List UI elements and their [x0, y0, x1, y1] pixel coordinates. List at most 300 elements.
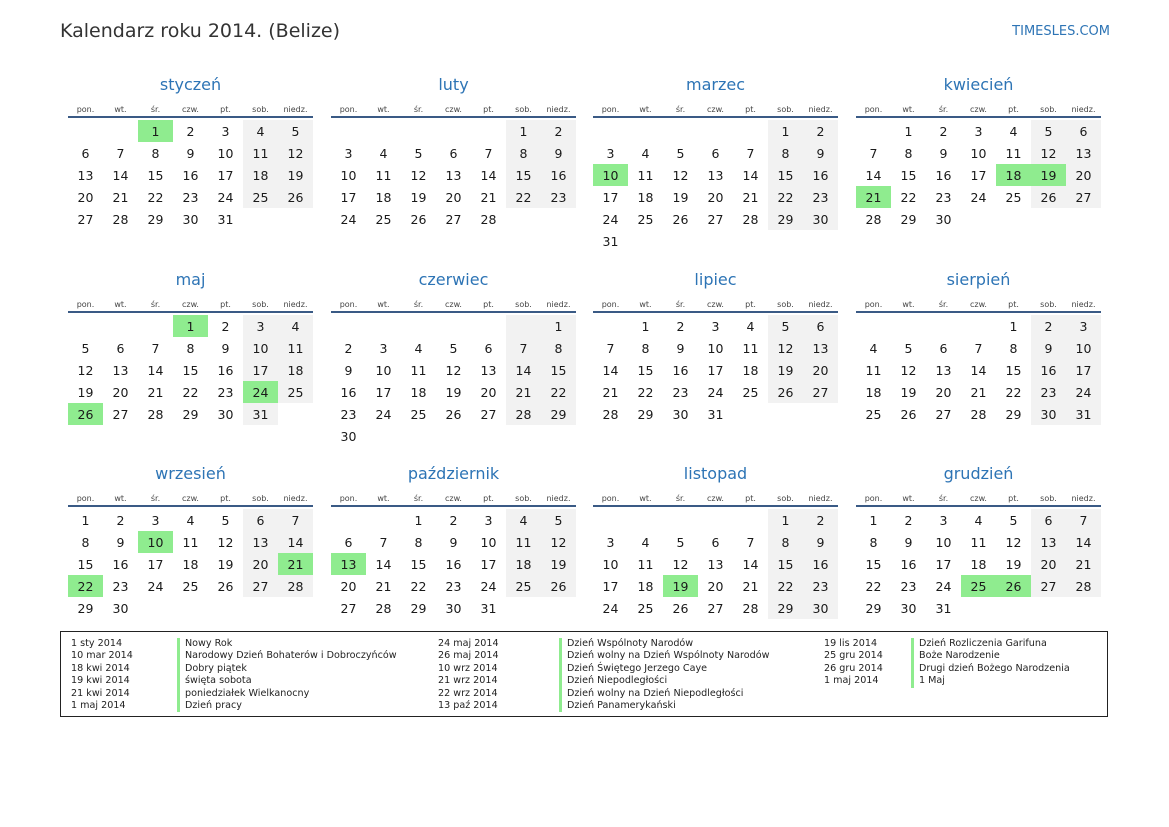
day-cell: 21	[1066, 553, 1101, 575]
weekday-label: wt.	[377, 105, 390, 114]
weekday-label: sob.	[515, 105, 532, 114]
day-cell: 5	[449, 340, 458, 356]
weekday-label: wt.	[902, 105, 915, 114]
empty-cell	[856, 315, 891, 337]
day-cell: 27	[707, 211, 724, 227]
empty-cell	[471, 120, 506, 142]
day-cell: 6	[711, 534, 720, 550]
weekday-label: czw.	[445, 105, 462, 114]
day-cell: 13	[77, 167, 94, 183]
day-cell: 31	[935, 600, 952, 616]
holiday-name: Drugi dzień Bożego Narodzenia	[911, 663, 1070, 675]
day-grid	[856, 315, 1101, 425]
day-cell: 12	[77, 362, 94, 378]
day-cell: 17	[480, 556, 497, 572]
day-cell: 19	[445, 384, 462, 400]
holiday-date: 24 maj 2014	[438, 638, 499, 649]
empty-cell	[366, 425, 401, 447]
empty-cell	[173, 597, 208, 619]
day-cell: 15	[1005, 362, 1022, 378]
day-cell: 15	[182, 362, 199, 378]
day-cell: 6	[81, 145, 90, 161]
empty-cell	[278, 403, 313, 425]
day-cell: 4	[1009, 123, 1018, 139]
day-cell: 3	[221, 123, 230, 139]
day-cell: 18	[375, 189, 392, 205]
day-cell: 1	[904, 123, 913, 139]
day-cell: 8	[869, 534, 878, 550]
holiday-row	[71, 700, 397, 712]
day-cell: 19	[278, 164, 313, 186]
day-cell: 19	[1005, 556, 1022, 572]
day-cell: 12	[278, 142, 313, 164]
weekday-label: niedz.	[283, 300, 308, 309]
day-cell: 17	[375, 384, 392, 400]
weekday-label: śr.	[938, 494, 949, 503]
day-cell: 26	[672, 600, 689, 616]
day-cell: 17	[217, 167, 234, 183]
empty-cell	[663, 509, 698, 531]
day-cell: 13	[707, 167, 724, 183]
day-cell: 20	[707, 578, 724, 594]
day-cell: 30	[340, 428, 357, 444]
day-cell: 9	[1031, 337, 1066, 359]
holiday-date: 22 wrz 2014	[438, 687, 498, 699]
empty-cell	[628, 509, 663, 531]
month-8	[856, 269, 1101, 425]
day-cell: 26	[445, 406, 462, 422]
day-cell: 11	[970, 534, 987, 550]
empty-cell	[401, 120, 436, 142]
month-name: maj	[175, 270, 206, 289]
weekday-label: niedz.	[808, 300, 833, 309]
day-cell: 12	[768, 337, 803, 359]
month-name: październik	[407, 464, 500, 483]
empty-cell	[541, 597, 576, 619]
day-cell: 29	[1005, 406, 1022, 422]
day-cell: 12	[445, 362, 462, 378]
weekday-label: pt.	[745, 105, 756, 114]
weekday-label: pon.	[339, 494, 358, 503]
day-cell: 22	[541, 381, 576, 403]
day-cell: 23	[900, 578, 917, 594]
weekday-label: niedz.	[283, 494, 308, 503]
day-cell: 26	[1031, 186, 1066, 208]
weekday-label: wt.	[377, 494, 390, 503]
month-name: lipiec	[694, 270, 737, 289]
day-cell: 27	[445, 211, 462, 227]
holiday-name: Nowy Rok	[177, 638, 232, 650]
day-cell: 13	[480, 362, 497, 378]
day-cell: 25	[278, 381, 313, 403]
day-grid	[68, 120, 313, 230]
day-cell: 11	[410, 362, 427, 378]
day-cell: 2	[344, 340, 353, 356]
day-cell: 11	[182, 534, 199, 550]
empty-cell	[243, 208, 278, 230]
day-cell: 12	[900, 362, 917, 378]
weekday-label: czw.	[970, 494, 987, 503]
day-cell: 8	[768, 142, 803, 164]
day-cell: 29	[182, 406, 199, 422]
weekday-label: śr.	[413, 105, 424, 114]
day-cell: 10	[138, 531, 173, 553]
weekday-label: wt.	[377, 300, 390, 309]
day-cell: 10	[480, 534, 497, 550]
day-cell: 23	[1031, 381, 1066, 403]
day-cell: 15	[768, 164, 803, 186]
day-grid	[331, 120, 576, 230]
weekday-label: wt.	[639, 300, 652, 309]
day-cell: 30	[900, 600, 917, 616]
day-cell: 23	[445, 578, 462, 594]
day-grid	[593, 315, 838, 425]
empty-cell	[366, 120, 401, 142]
day-cell: 5	[1009, 512, 1018, 528]
day-cell: 6	[939, 340, 948, 356]
day-cell: 18	[506, 553, 541, 575]
day-cell: 16	[182, 167, 199, 183]
day-cell: 21	[278, 553, 313, 575]
holiday-row	[71, 650, 397, 662]
weekday-label: czw.	[707, 300, 724, 309]
day-cell: 16	[340, 384, 357, 400]
day-cell: 26	[541, 575, 576, 597]
weekday-label: pon.	[864, 494, 883, 503]
empty-cell	[366, 509, 401, 531]
empty-cell	[698, 509, 733, 531]
day-cell: 29	[637, 406, 654, 422]
day-cell: 24	[375, 406, 392, 422]
day-cell: 24	[970, 189, 987, 205]
day-cell: 4	[746, 318, 755, 334]
day-cell: 9	[221, 340, 230, 356]
day-cell: 20	[707, 189, 724, 205]
holiday-name: Dzień Świętego Jerzego Caye	[559, 663, 707, 675]
weekday-label: wt.	[114, 494, 127, 503]
day-cell: 20	[1066, 164, 1101, 186]
day-cell: 7	[506, 337, 541, 359]
empty-cell	[68, 120, 103, 142]
empty-cell	[541, 208, 576, 230]
day-cell: 21	[480, 189, 497, 205]
day-cell: 2	[186, 123, 195, 139]
weekday-header	[331, 485, 576, 507]
day-cell: 6	[243, 509, 278, 531]
day-cell: 28	[1066, 575, 1101, 597]
weekday-label: czw.	[182, 300, 199, 309]
empty-cell	[663, 230, 698, 252]
empty-cell	[278, 597, 313, 619]
day-cell: 24	[707, 384, 724, 400]
day-cell: 11	[243, 142, 278, 164]
weekday-label: pt.	[483, 300, 494, 309]
empty-cell	[138, 597, 173, 619]
day-cell: 8	[768, 531, 803, 553]
day-cell: 3	[711, 318, 720, 334]
month-1	[68, 74, 313, 230]
day-cell: 5	[221, 512, 230, 528]
day-cell: 5	[278, 120, 313, 142]
holiday-column-3	[824, 638, 1070, 688]
weekday-label: czw.	[182, 105, 199, 114]
day-cell: 30	[1031, 403, 1066, 425]
weekday-label: pt.	[483, 494, 494, 503]
day-cell: 4	[506, 509, 541, 531]
empty-cell	[436, 120, 471, 142]
day-cell: 20	[1031, 553, 1066, 575]
day-cell: 29	[768, 597, 803, 619]
day-cell: 27	[77, 211, 94, 227]
day-cell: 8	[541, 337, 576, 359]
empty-cell	[471, 425, 506, 447]
day-cell: 28	[147, 406, 164, 422]
holiday-name: Dzień pracy	[177, 700, 242, 712]
day-cell: 1	[641, 318, 650, 334]
day-cell: 1	[768, 509, 803, 531]
month-5	[68, 269, 313, 425]
month-6	[331, 269, 576, 447]
day-cell: 27	[243, 575, 278, 597]
day-cell: 22	[410, 578, 427, 594]
day-cell: 13	[935, 362, 952, 378]
day-cell: 13	[1066, 142, 1101, 164]
empty-cell	[698, 120, 733, 142]
empty-cell	[926, 315, 961, 337]
day-cell: 25	[506, 575, 541, 597]
empty-cell	[733, 509, 768, 531]
weekday-label: wt.	[639, 494, 652, 503]
weekday-label: czw.	[182, 494, 199, 503]
empty-cell	[103, 120, 138, 142]
day-cell: 9	[803, 142, 838, 164]
day-cell: 2	[116, 512, 125, 528]
weekday-label: pt.	[1008, 494, 1019, 503]
day-cell: 5	[768, 315, 803, 337]
empty-cell	[733, 403, 768, 425]
day-cell: 4	[243, 120, 278, 142]
weekday-label: wt.	[114, 105, 127, 114]
holiday-row	[824, 650, 1070, 662]
day-cell: 14	[1066, 531, 1101, 553]
day-cell: 2	[939, 123, 948, 139]
brand-link[interactable]: TIMESLES.COM	[1012, 24, 1110, 39]
day-cell: 24	[935, 578, 952, 594]
day-cell: 27	[112, 406, 129, 422]
weekday-label: pt.	[745, 300, 756, 309]
day-cell: 18	[410, 384, 427, 400]
empty-cell	[663, 120, 698, 142]
day-cell: 6	[344, 534, 353, 550]
day-cell: 7	[974, 340, 983, 356]
day-cell: 3	[974, 123, 983, 139]
day-cell: 28	[506, 403, 541, 425]
weekday-label: śr.	[938, 105, 949, 114]
day-cell: 6	[1031, 509, 1066, 531]
day-cell: 2	[676, 318, 685, 334]
day-cell: 20	[445, 189, 462, 205]
day-cell: 2	[1031, 315, 1066, 337]
day-cell: 30	[445, 600, 462, 616]
day-cell: 25	[742, 384, 759, 400]
day-cell: 12	[1005, 534, 1022, 550]
day-cell: 10	[707, 340, 724, 356]
day-cell: 9	[904, 534, 913, 550]
day-cell: 2	[541, 120, 576, 142]
weekday-label: pt.	[220, 494, 231, 503]
weekday-label: sob.	[252, 105, 269, 114]
empty-cell	[436, 425, 471, 447]
weekday-label: niedz.	[283, 105, 308, 114]
holiday-name: Narodowy Dzień Bohaterów i Dobroczyńców	[177, 650, 397, 662]
day-cell: 24	[602, 211, 619, 227]
weekday-label: niedz.	[808, 105, 833, 114]
day-cell: 2	[221, 318, 230, 334]
weekday-label: czw.	[970, 300, 987, 309]
day-cell: 19	[77, 384, 94, 400]
weekday-label: śr.	[150, 300, 161, 309]
holiday-date: 18 kwi 2014	[71, 662, 130, 674]
weekday-label: wt.	[114, 300, 127, 309]
holiday-name: Dzień Wspólnoty Narodów	[559, 638, 693, 650]
empty-cell	[803, 230, 838, 252]
empty-cell	[138, 315, 173, 337]
empty-cell	[1031, 597, 1066, 619]
day-cell: 6	[803, 315, 838, 337]
day-cell: 4	[186, 512, 195, 528]
day-cell: 4	[414, 340, 423, 356]
month-7	[593, 269, 838, 425]
day-cell: 6	[116, 340, 125, 356]
day-cell: 10	[375, 362, 392, 378]
day-cell: 20	[935, 384, 952, 400]
holiday-row	[438, 675, 769, 687]
month-3	[593, 74, 838, 252]
day-cell: 13	[445, 167, 462, 183]
weekday-label: niedz.	[1071, 494, 1096, 503]
day-cell: 17	[340, 189, 357, 205]
day-cell: 27	[803, 381, 838, 403]
day-cell: 17	[602, 189, 619, 205]
empty-cell	[593, 509, 628, 531]
day-cell: 14	[970, 362, 987, 378]
day-cell: 13	[331, 553, 366, 575]
day-cell: 18	[182, 556, 199, 572]
day-cell: 3	[606, 145, 615, 161]
day-cell: 16	[1031, 359, 1066, 381]
day-cell: 5	[414, 145, 423, 161]
day-cell: 15	[865, 556, 882, 572]
day-cell: 20	[77, 189, 94, 205]
day-cell: 10	[935, 534, 952, 550]
day-cell: 27	[480, 406, 497, 422]
holiday-date: 1 sty 2014	[71, 638, 123, 649]
day-cell: 28	[278, 575, 313, 597]
day-cell: 14	[506, 359, 541, 381]
day-cell: 24	[1066, 381, 1101, 403]
holiday-date: 21 wrz 2014	[438, 675, 498, 687]
weekday-header	[68, 291, 313, 313]
holiday-list	[60, 631, 1108, 717]
day-cell: 4	[641, 145, 650, 161]
day-grid	[331, 315, 576, 447]
day-cell: 29	[410, 600, 427, 616]
day-cell: 30	[182, 211, 199, 227]
weekday-label: czw.	[970, 105, 987, 114]
day-cell: 13	[1031, 531, 1066, 553]
day-cell: 30	[803, 597, 838, 619]
day-cell: 14	[865, 167, 882, 183]
weekday-label: pon.	[76, 105, 95, 114]
month-12	[856, 463, 1101, 619]
day-cell: 12	[410, 167, 427, 183]
weekday-label: śr.	[413, 300, 424, 309]
day-cell: 26	[900, 406, 917, 422]
day-cell: 24	[217, 189, 234, 205]
day-cell: 12	[672, 556, 689, 572]
day-cell: 25	[410, 406, 427, 422]
day-cell: 18	[742, 362, 759, 378]
day-cell: 21	[147, 384, 164, 400]
day-cell: 23	[340, 406, 357, 422]
day-cell: 26	[278, 186, 313, 208]
day-cell: 23	[541, 186, 576, 208]
day-cell: 10	[340, 167, 357, 183]
day-cell: 24	[243, 381, 278, 403]
day-cell: 10	[1066, 337, 1101, 359]
month-name: czerwiec	[418, 270, 489, 289]
day-cell: 23	[217, 384, 234, 400]
day-cell: 14	[278, 531, 313, 553]
day-cell: 30	[112, 600, 129, 616]
weekday-label: czw.	[707, 494, 724, 503]
day-cell: 1	[768, 120, 803, 142]
day-cell: 22	[147, 189, 164, 205]
day-cell: 1	[173, 315, 208, 337]
weekday-label: pt.	[220, 300, 231, 309]
weekday-label: pt.	[745, 494, 756, 503]
weekday-label: śr.	[675, 105, 686, 114]
day-cell: 3	[606, 534, 615, 550]
day-cell: 27	[1066, 186, 1101, 208]
day-cell: 8	[414, 534, 423, 550]
empty-cell	[733, 230, 768, 252]
day-cell: 5	[904, 340, 913, 356]
month-name: kwiecień	[943, 75, 1014, 94]
day-cell: 11	[637, 556, 654, 572]
holiday-row	[438, 663, 769, 675]
day-cell: 10	[243, 337, 278, 359]
empty-cell	[1031, 208, 1066, 230]
holiday-name: Dzień Rozliczenia Garifuna	[911, 638, 1047, 650]
empty-cell	[366, 315, 401, 337]
weekday-label: wt.	[639, 105, 652, 114]
day-cell: 7	[278, 509, 313, 531]
day-cell: 7	[869, 145, 878, 161]
holiday-row	[824, 663, 1070, 675]
day-cell: 19	[900, 384, 917, 400]
empty-cell	[401, 425, 436, 447]
day-cell: 15	[900, 167, 917, 183]
day-cell: 25	[243, 186, 278, 208]
day-cell: 8	[186, 340, 195, 356]
weekday-label: niedz.	[1071, 105, 1096, 114]
day-cell: 29	[900, 211, 917, 227]
day-cell: 17	[147, 556, 164, 572]
day-cell: 29	[865, 600, 882, 616]
empty-cell	[803, 403, 838, 425]
empty-cell	[768, 403, 803, 425]
